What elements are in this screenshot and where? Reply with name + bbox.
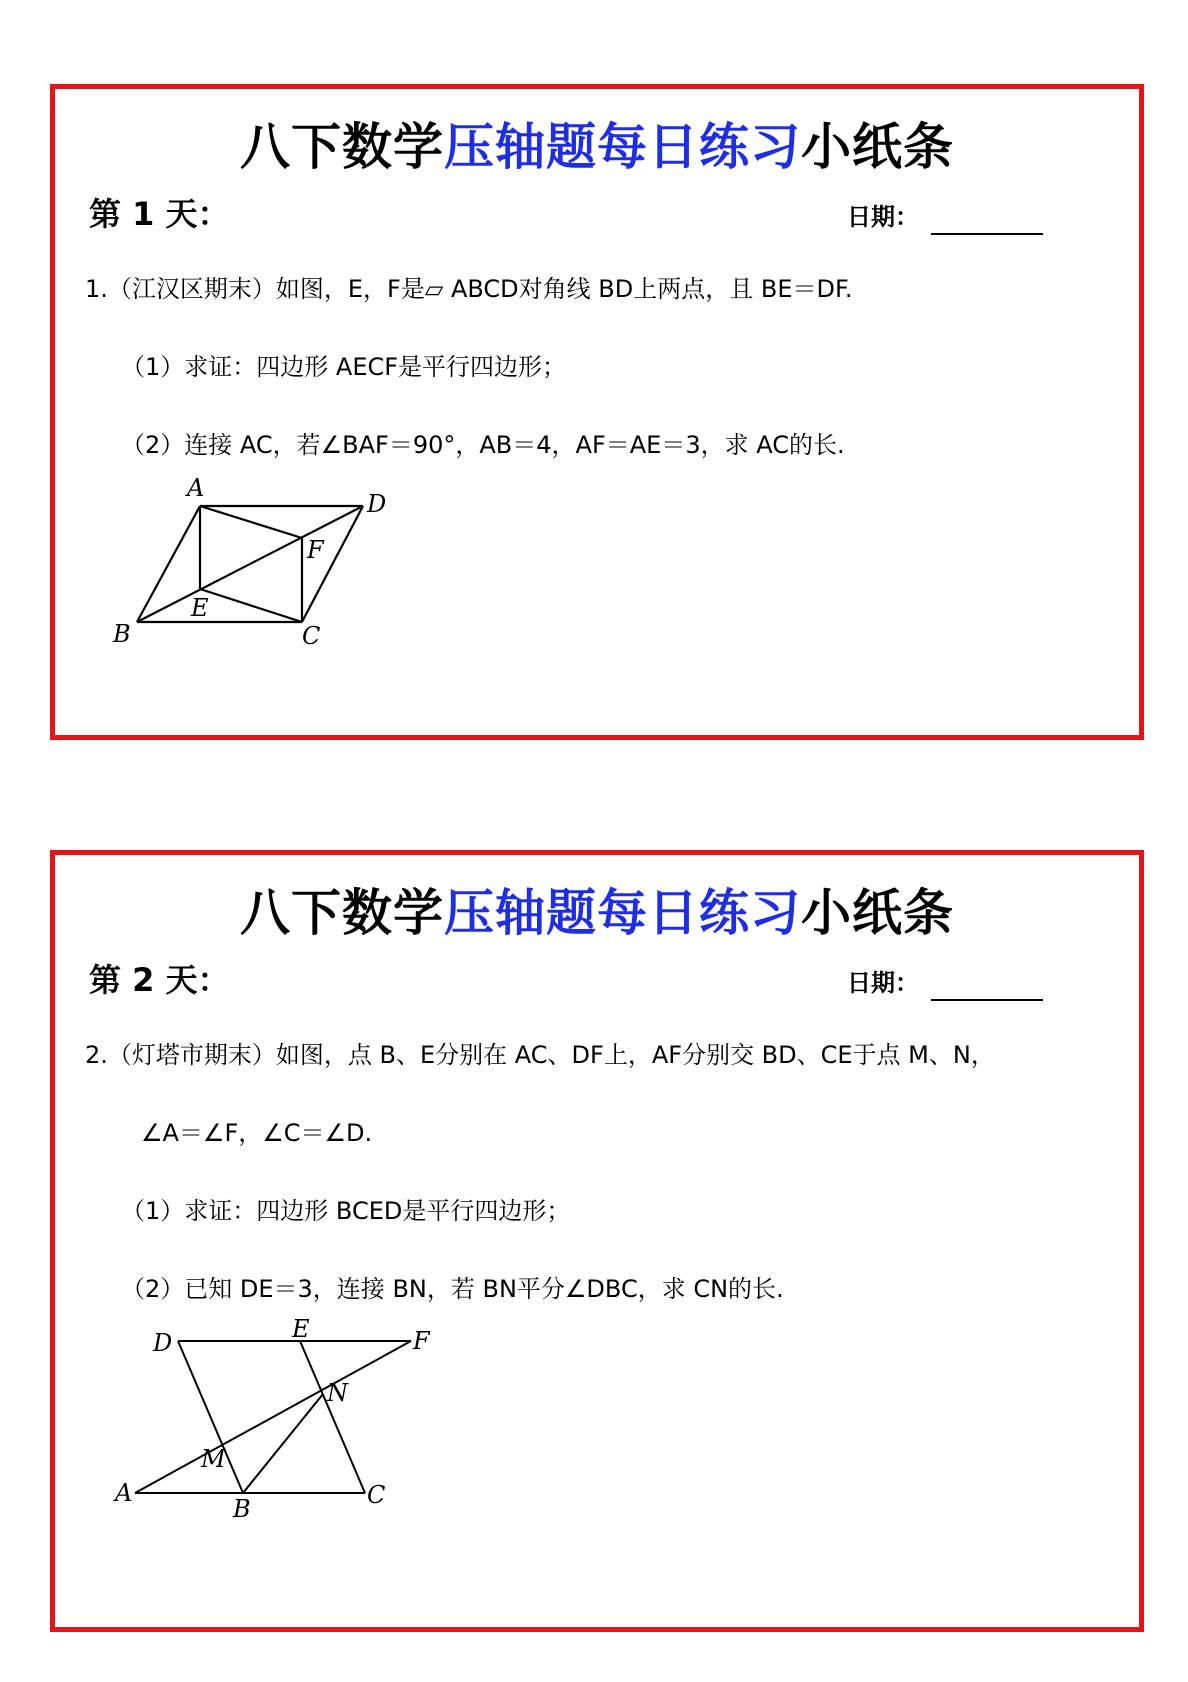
segment-dc [302,506,363,622]
label-f: F [413,1327,430,1355]
question-part-2: （2）连接 AC，若∠BAF＝90°，AB＝4，AF＝AE＝3，求 AC的长. [121,431,845,459]
figure-parallelogram-abcd [105,474,405,654]
label-d: D [367,490,387,518]
segment-bn [243,1394,323,1493]
segment-ec [200,589,302,622]
title-part-blue: 压轴题每日练习 [444,884,801,942]
date-blank-line [931,232,1043,235]
day-label: 第 2 天： [89,961,230,999]
label-e: E [191,594,209,622]
segment-ec [300,1341,365,1493]
day-label: 第 1 天： [89,195,230,233]
card-title [55,107,1139,179]
label-b: B [113,620,131,648]
segment-af [135,1341,411,1493]
label-a: A [115,1479,133,1507]
label-a: A [187,474,205,502]
practice-card-day-1 [50,84,1144,740]
question-text: 1.（江汉区期末）如图，E，F是▱ ABCD对角线 BD上两点，且 BE＝DF. [85,275,853,303]
label-c: C [302,622,321,650]
label-e: E [292,1315,310,1343]
title-part-black-end: 小纸条 [801,884,954,942]
card-title [55,873,1139,945]
date-label: 日期： [847,969,919,997]
title-part-black: 八下数学 [240,118,444,176]
label-f: F [307,536,324,564]
date-label: 日期： [847,203,919,231]
date-blank-line [931,998,1043,1001]
question-text: 2.（灯塔市期末）如图，点 B、E分别在 AC、DF上，AF分别交 BD、CE于点 M、N， [85,1041,995,1069]
label-b: B [233,1495,251,1523]
figure-parallelogram-bced [115,1315,475,1533]
label-c: C [367,1481,386,1509]
label-n: N [327,1379,348,1407]
title-part-black: 八下数学 [240,884,444,942]
title-part-blue: 压轴题每日练习 [444,118,801,176]
question-part-1: （1）求证：四边形 AECF是平行四边形； [121,353,567,381]
date-field [847,963,1043,1001]
practice-card-day-2 [50,850,1144,1632]
question-part-2: （2）已知 DE＝3，连接 BN，若 BN平分∠DBC，求 CN的长. [121,1275,784,1303]
date-field [847,197,1043,235]
question-part-1: （1）求证：四边形 BCED是平行四边形； [121,1197,571,1225]
question-text-conditions: ∠A＝∠F，∠C＝∠D. [141,1119,373,1147]
title-part-black-end: 小纸条 [801,118,954,176]
segment-fa [200,506,302,538]
label-m: M [201,1445,226,1473]
label-d: D [153,1329,173,1357]
